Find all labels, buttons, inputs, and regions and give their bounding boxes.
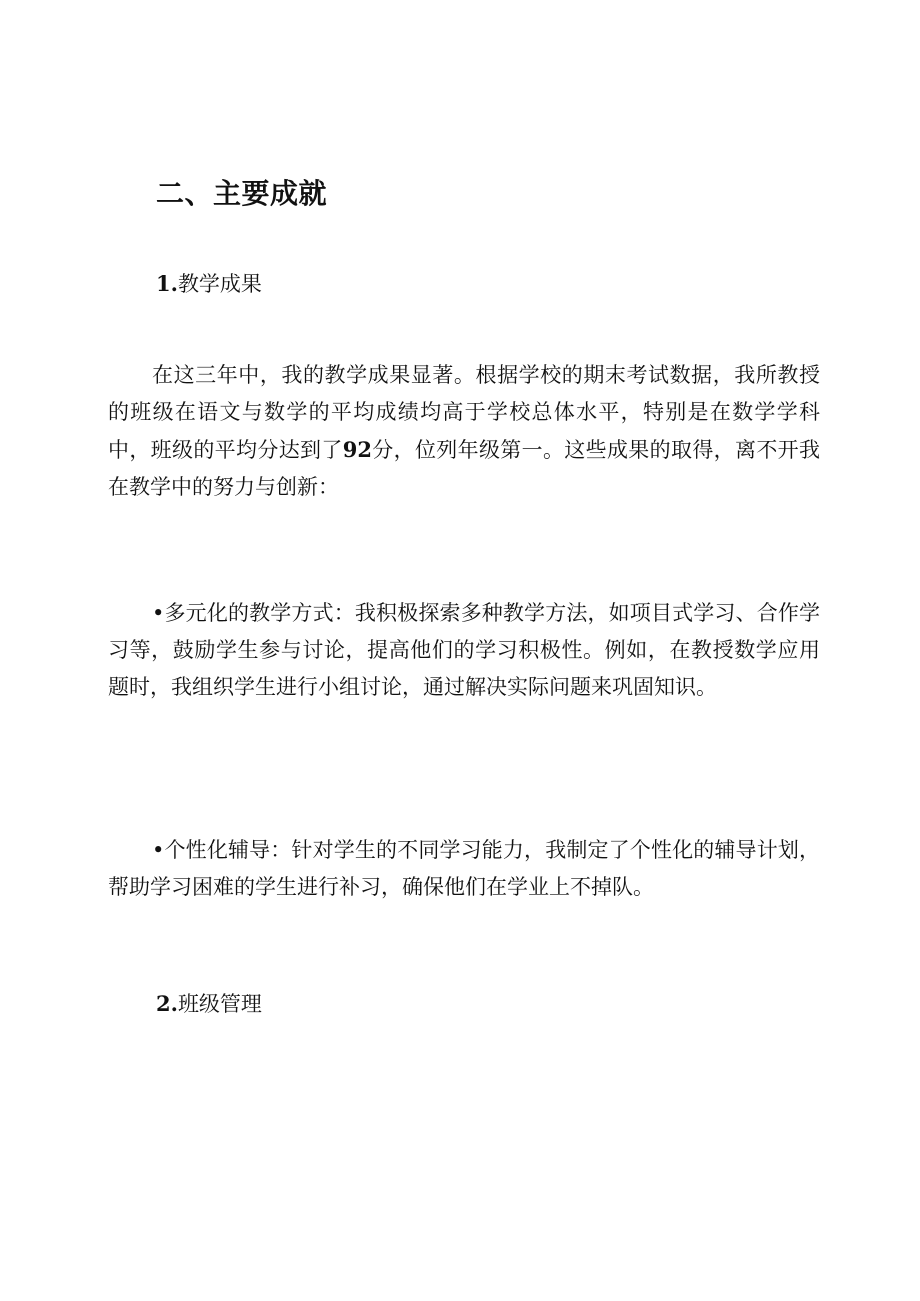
- subheading-number: 2.: [156, 991, 178, 1016]
- bullet-paragraph-diverse-methods: •多元化的教学方式：我积极探索多种教学方法，如项目式学习、合作学习等，鼓励学生参与讨论，提高他们的学习积极性。例如，在教授数学应用题时，我组织学生进行小组讨论，通过解决实际问题来巩固知识。: [108, 601, 820, 699]
- subheading-teaching-results: [156, 268, 262, 298]
- average-score: 92: [342, 437, 372, 462]
- bullet-paragraph-personalized-tutoring: •个性化辅导：针对学生的不同学习能力，我制定了个性化的辅导计划，帮助学习困难的学生进行补习，确保他们在学业上不掉队。: [108, 838, 820, 899]
- intro-text-part2: 分，位列年级第一。这些成果的取得，离不开我在教学中的努力与创新：: [108, 438, 821, 499]
- intro-paragraph: [108, 357, 820, 506]
- subheading-title: 班级管理: [177, 992, 262, 1016]
- subheading-class-management: [156, 988, 262, 1018]
- subheading-title: 教学成果: [177, 272, 262, 296]
- section-heading: 二、主要成就: [156, 177, 328, 210]
- subheading-number: 1.: [156, 271, 178, 296]
- intro-text-part1: 在这三年中，我的教学成果显著。根据学校的期末考试数据，我所教授的班级在语文与数学的平均成绩均高于学校总体水平，特别是在数学学科中，班级的平均分达到了: [108, 363, 820, 462]
